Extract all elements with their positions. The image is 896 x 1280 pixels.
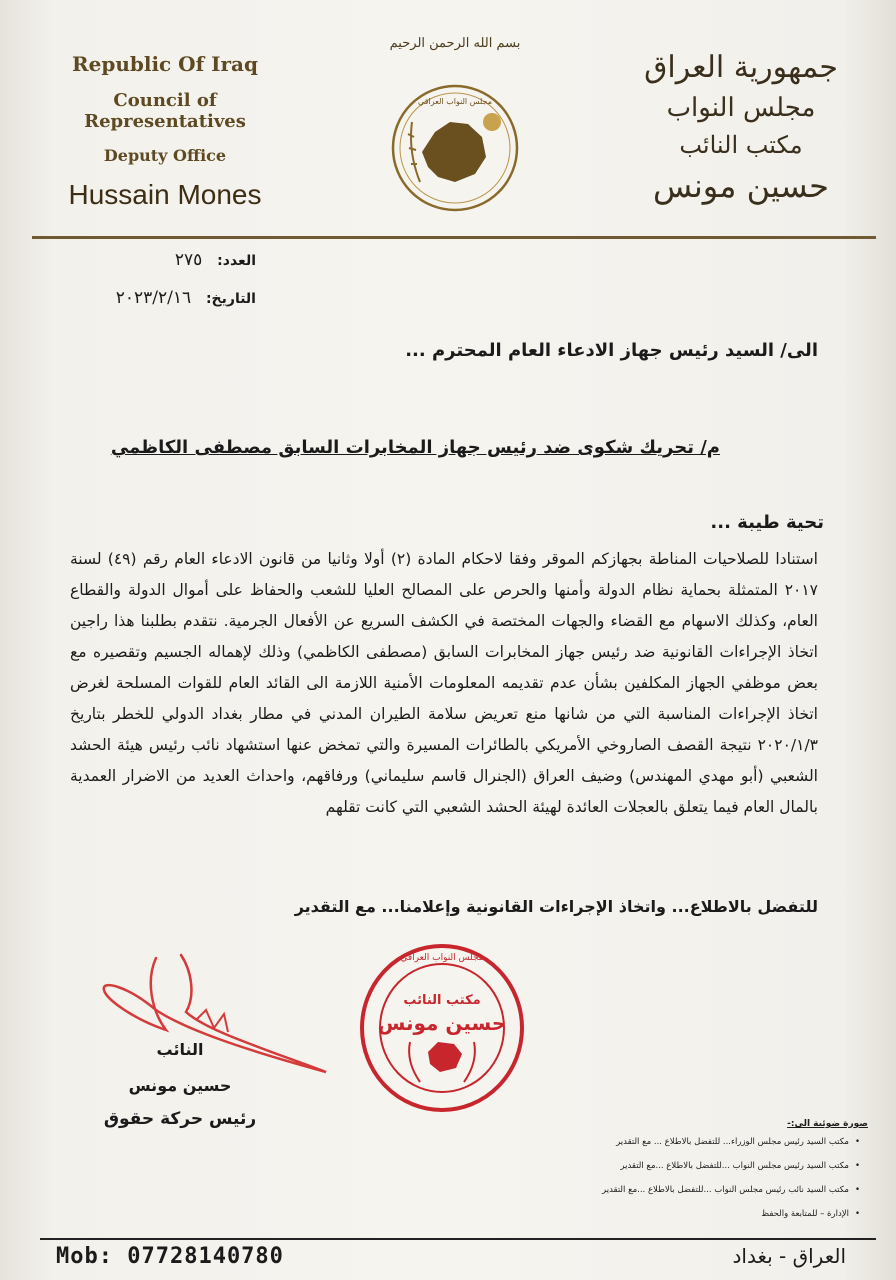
number-label: العدد: <box>217 253 256 269</box>
footer-divider <box>40 1238 876 1240</box>
stamp-line-2: حسين مونس <box>377 1011 507 1035</box>
office-address: العراق - بغداد <box>732 1244 846 1268</box>
deputy-name-en: Hussain Mones <box>68 179 262 210</box>
office-name-en: Deputy Office <box>103 146 227 165</box>
cc-item: • مكتب السيد نائب رئيس مجلس النواب ...للتفضل بالاطلاع ...مع التقدير <box>602 1185 860 1195</box>
stamp-outer-text: مجلس النواب العراقي <box>400 953 484 963</box>
deputy-name-ar: حسين مونس <box>653 167 829 205</box>
handwritten-signature-icon <box>96 950 336 1080</box>
country-name-ar: جمهورية العراق <box>644 50 838 85</box>
office-name-ar: مكتب النائب <box>679 131 803 159</box>
official-stamp-icon <box>358 942 526 1114</box>
closing-line: للتفضل بالاطلاع... واتخاذ الإجراءات القانونية وإعلامنا... مع التقدير <box>294 897 818 916</box>
council-name-ar: مجلس النواب <box>666 93 816 123</box>
addressee: الى/ السيد رئيس جهاز الادعاء العام المحترم ... <box>405 340 818 361</box>
signer-position: رئيس حركة حقوق <box>103 1109 257 1129</box>
emblem-top-text: مجلس النواب العراقي <box>418 97 492 106</box>
date-label: التاريخ: <box>205 291 256 307</box>
signer-title: النائب <box>156 1040 204 1059</box>
signer-name: حسين مونس <box>128 1076 232 1095</box>
number-value: ٢٧٥ <box>174 250 203 270</box>
letter-date <box>56 288 256 308</box>
header-divider <box>32 236 876 239</box>
cc-item: • الإدارة – للمتابعة والحفظ <box>761 1209 860 1219</box>
cc-item: • مكتب السيد رئيس مجلس الوزراء... للتفضل بالاطلاع ... مع التقدير <box>616 1137 860 1147</box>
parliament-emblem-icon <box>390 82 520 214</box>
basmala: بسم الله الرحمن الرحيم <box>389 36 521 51</box>
letter-body: استنادا للصلاحيات المناطة بجهازكم الموقر وفقا لاحكام المادة (٢) أولا وثانيا من قانون الادعاء العام رقم (٤٩) لسنة ٢٠١٧ المتمثلة بحماية نظام الدولة وأمنها والحرص على المصالح العليا للشعب والحفاظ على أموال الدولة والقطاع العام، وكذلك الاسهام مع القضاء والجهات المختصة في الكشف السريع عن الأفعال الجرمية. نتقدم بطلبنا هذا راجين اتخاذ الإجراءات القانونية ضد رئيس جهاز المخابرات السابق (مصطفى الكاظمي) وذلك لإهماله الجسيم وتقصيره مع بعض موظفي الجهاز المكلفين بشأن عدم تقديمه المعلومات الأمنية اللازمة الى القائد العام للقوات المسلحة لغرض اتخاذ الإجراءات المناسبة التي من شانها منع تعريض سلامة الطيران المدني في مطار بغداد الدولي للخطر بتاريخ ٢٠٢٠/١/٣ نتيجة القصف الصاروخي الأمريكي بالطائرات المسيرة والتي تمخض عنها استشهاد نائب رئيس هيئة الحشد الشعبي (أبو مهدي المهندس) وضيف العراق (الجنرال قاسم سليماني) ورفاقهم، واحداث العديد من الاضرار العمدية بالمال العام فيما يتعلق بالعجلات العائدة لهيئة الحشد الشعبي التي كانت تقلهم <box>70 550 818 816</box>
cc-item: • مكتب السيد رئيس مجلس النواب ...للتفضل بالاطلاع ...مع التقدير <box>620 1161 860 1171</box>
council-name-en: Council of Representatives <box>84 90 246 132</box>
date-value: ٢٠٢٣/٢/١٦ <box>115 288 192 308</box>
greeting: تحية طيبة ... <box>710 512 824 533</box>
stamp-line-1: مكتب النائب <box>403 993 481 1008</box>
arabic-letterhead <box>626 50 856 213</box>
mobile-number: Mob: 07728140780 <box>56 1244 284 1269</box>
cc-title: صورة ضوئية الى:- <box>787 1119 868 1129</box>
subject-line: م/ تحريك شكوى ضد رئيس جهاز المخابرات السابق مصطفى الكاظمي <box>110 437 720 458</box>
english-letterhead <box>40 52 290 211</box>
country-name-en: Republic Of Iraq <box>71 52 258 76</box>
reference-number <box>56 250 256 270</box>
